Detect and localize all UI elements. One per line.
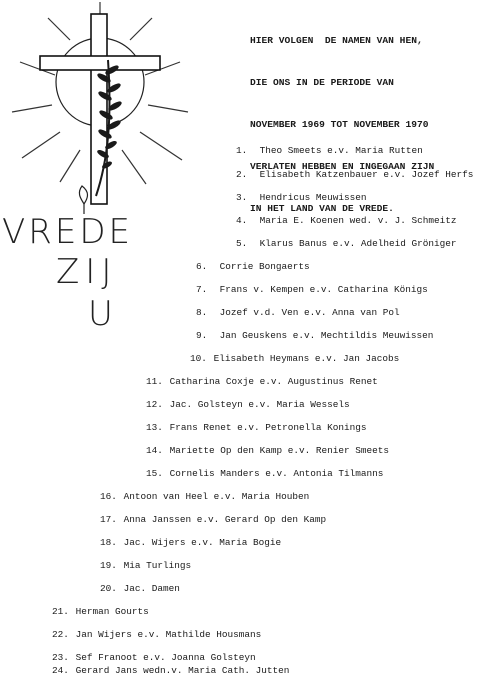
entry-number: 7. <box>196 284 208 295</box>
entry-name: Jozef v.d. Ven e.v. Anna van Pol <box>219 307 400 318</box>
list-item <box>236 214 457 228</box>
entry-name: Sef Franoot e.v. Joanna Golsteyn <box>75 652 256 663</box>
list-item <box>196 260 310 274</box>
list-item <box>196 306 400 320</box>
cross <box>40 14 160 204</box>
list-item <box>190 352 399 366</box>
candle-flame <box>79 186 87 214</box>
entry-name: Cornelis Manders e.v. Antonia Tilmanns <box>169 468 384 479</box>
list-item <box>100 536 281 550</box>
entry-number: 16. <box>100 491 117 502</box>
entry-name: Frans Renet e.v. Petronella Konings <box>169 422 367 433</box>
entry-name: Jan Geuskens e.v. Mechtildis Meuwissen <box>219 330 434 341</box>
entry-name: Theo Smeets e.v. Maria Rutten <box>259 145 423 156</box>
list-item <box>100 513 326 527</box>
entry-name: Mia Turlings <box>123 560 192 571</box>
list-item <box>52 628 261 642</box>
entry-name: Elisabeth Heymans e.v. Jan Jacobs <box>213 353 400 364</box>
list-item <box>146 375 378 389</box>
entry-name: Jac. Wijers e.v. Maria Bogie <box>123 537 282 548</box>
header-line: NOVEMBER 1969 TOT NOVEMBER 1970 <box>250 119 429 130</box>
entry-name: Klarus Banus e.v. Adelheid Gröniger <box>259 238 457 249</box>
entry-number: 10. <box>190 353 207 364</box>
list-item <box>146 444 389 458</box>
motto-word-zij: ZIJ <box>56 252 118 292</box>
header-line: VERLATEN HEBBEN EN INGEGAAN ZIJN <box>250 161 435 172</box>
entry-name: Herman Gourts <box>75 606 149 617</box>
entry-name: Hendricus Meuwissen <box>259 192 367 203</box>
entry-name: Catharina Coxje e.v. Augustinus Renet <box>169 376 378 387</box>
header-line: DIE ONS IN DE PERIODE VAN <box>250 77 394 88</box>
entry-number: 23. <box>52 652 69 663</box>
entry-number: 17. <box>100 514 117 525</box>
entry-name: Mariette Op den Kamp e.v. Renier Smeets <box>169 445 390 456</box>
entry-name: Anna Janssen e.v. Gerard Op den Kamp <box>123 514 327 525</box>
list-item <box>100 559 191 573</box>
entry-name: Jan Wijers e.v. Mathilde Housmans <box>75 629 262 640</box>
header-line: HIER VOLGEN DE NAMEN VAN HEN, <box>250 35 423 46</box>
entry-name: Antoon van Heel e.v. Maria Houben <box>123 491 310 502</box>
entry-number: 3. <box>236 192 248 203</box>
entry-name: Gerard Jans wedn.v. Maria Cath. Jutten <box>75 665 290 676</box>
list-item <box>236 144 423 158</box>
entry-name: Jac. Damen <box>123 583 180 594</box>
list-item <box>52 605 149 619</box>
list-item <box>146 398 350 412</box>
entry-name: Maria E. Koenen wed. v. J. Schmeitz <box>259 215 457 226</box>
list-item <box>196 329 433 343</box>
entry-number: 8. <box>196 307 208 318</box>
entry-number: 19. <box>100 560 117 571</box>
entry-number: 21. <box>52 606 69 617</box>
list-item <box>100 582 180 596</box>
list-item <box>236 191 367 205</box>
entry-number: 1. <box>236 145 248 156</box>
entry-number: 11. <box>146 376 163 387</box>
entry-number: 5. <box>236 238 248 249</box>
entry-name: Corrie Bongaerts <box>219 261 310 272</box>
entry-number: 18. <box>100 537 117 548</box>
entry-number: 9. <box>196 330 208 341</box>
entry-number: 12. <box>146 399 163 410</box>
entry-name: Frans v. Kempen e.v. Catharina Königs <box>219 284 428 295</box>
entry-number: 20. <box>100 583 117 594</box>
entry-number: 14. <box>146 445 163 456</box>
header-line: IN HET LAND VAN DE VREDE. <box>250 203 394 214</box>
entry-name: Elisabeth Katzenbauer e.v. Jozef Herfs <box>259 169 474 180</box>
entry-number: 2. <box>236 169 248 180</box>
entry-number: 24. <box>52 665 69 676</box>
list-item <box>236 237 457 251</box>
list-item <box>146 421 367 435</box>
motto-word-vrede: VREDE <box>2 212 134 252</box>
entry-number: 6. <box>196 261 208 272</box>
list-item <box>100 490 309 504</box>
entry-number: 4. <box>236 215 248 226</box>
entry-number: 15. <box>146 468 163 479</box>
list-item <box>52 664 289 678</box>
motto-word-u: U <box>88 294 115 334</box>
entry-name: Jac. Golsteyn e.v. Maria Wessels <box>169 399 350 410</box>
entry-number: 22. <box>52 629 69 640</box>
entry-number: 13. <box>146 422 163 433</box>
header-text <box>250 6 495 244</box>
list-item <box>196 283 428 297</box>
list-item <box>52 651 256 665</box>
list-item <box>236 168 473 182</box>
list-item <box>146 467 383 481</box>
